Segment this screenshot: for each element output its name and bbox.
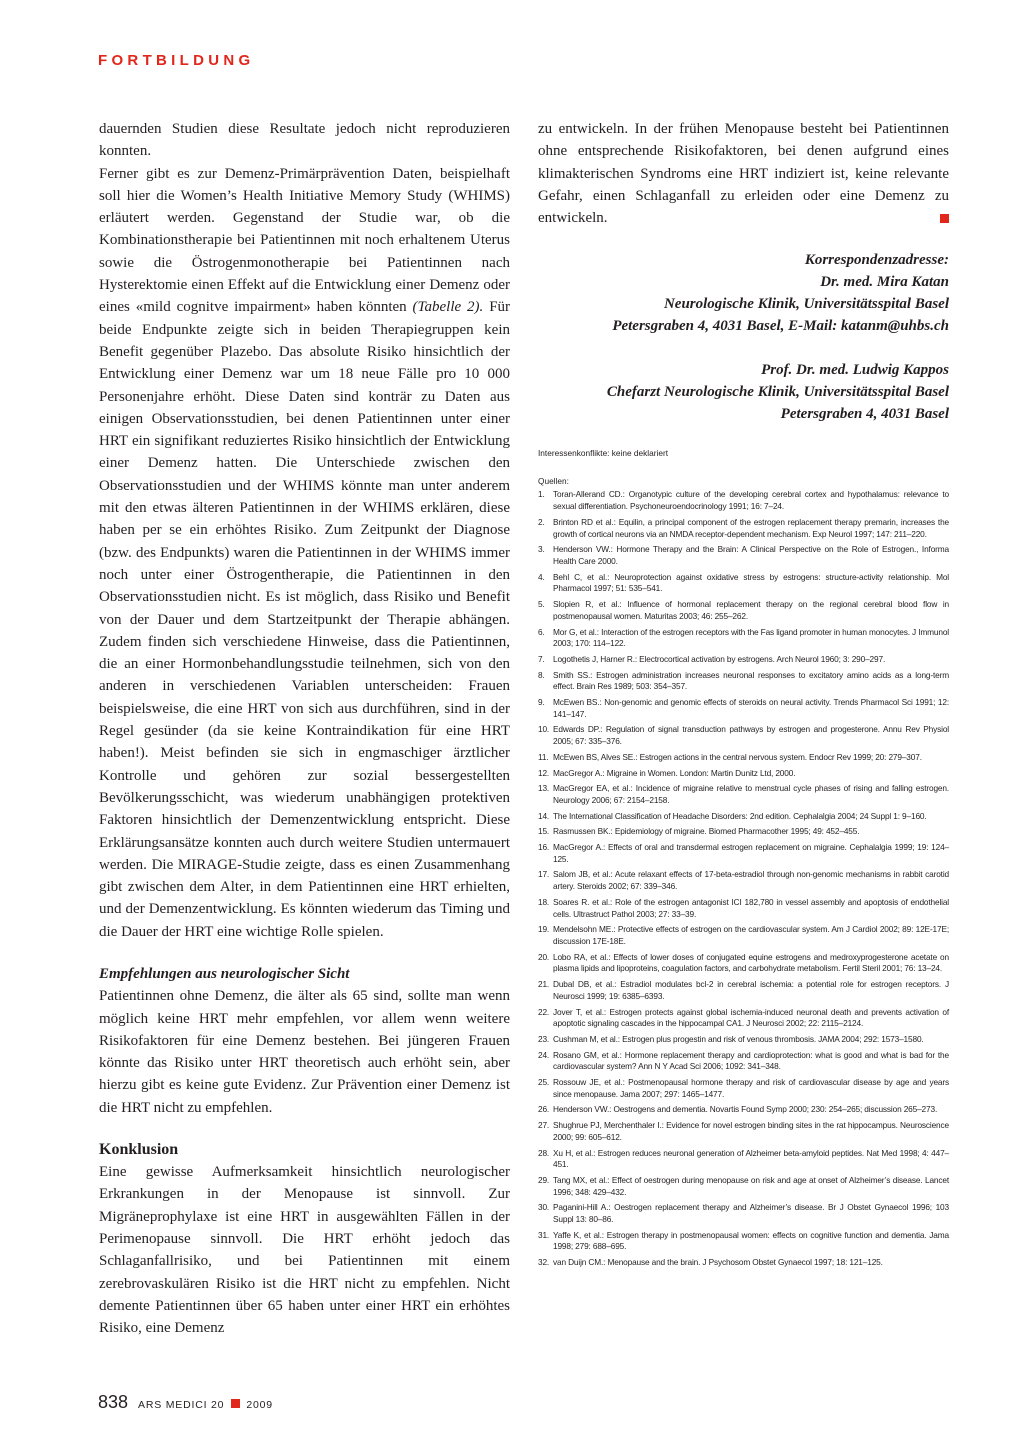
references-list: [538, 489, 949, 1268]
reference-text: The International Classification of Headache Disorders: 2nd edition. Cephalalgia 2004; 24 Suppl 1: 9–160.: [553, 810, 927, 821]
section-heading: Empfehlungen aus neurologischer Sicht: [99, 965, 350, 982]
reference-text: MacGregor A.: Effects of oral and transdermal estrogen replacement on migraine. Cephalalgia 1999; 19: 124–125.: [553, 842, 949, 864]
reference-text: Smith SS.: Estrogen administration increases neuronal responses to excitatory amino acids as a long-term effect. Brain Res 1989; 503: 354–357.: [553, 669, 949, 692]
institution: Chefarzt Neurologische Klinik, Universitätsspital Basel: [606, 384, 949, 401]
reference-text: MacGregor EA, et al.: Incidence of migraine relative to menstrual cycle phases of rising and falling estrogen. Neurology 2006; 67: 2154–2158.: [553, 783, 949, 805]
right-column: [538, 118, 949, 1273]
table-reference: (Tabelle 2).: [412, 299, 484, 316]
author-name: Prof. Dr. med. Ludwig Kappos: [761, 362, 949, 379]
reference-text: Rossouw JE, et al.: Postmenopausal hormone therapy and risk of cardiovascular disease by age and years since menopause. Jama 2007; 297: 1465–1477.: [553, 1077, 949, 1099]
reference-number: 30.: [538, 1202, 550, 1213]
reference-text: Henderson VW.: Oestrogens and dementia. Novartis Found Symp 2000; 230: 254–265; discussion 265–273.: [553, 1104, 938, 1115]
reference-item: [538, 544, 949, 567]
reference-number: 5.: [538, 599, 545, 610]
reference-text: Shughrue PJ, Merchenthaler I.: Evidence for novel estrogen binding sites in the rat hippocampus. Neuroscience 2000; 99: 605–612.: [553, 1120, 949, 1142]
paragraph: [538, 118, 949, 229]
reference-item: [538, 599, 949, 622]
reference-text: Cushman M, et al.: Estrogen plus progestin and risk of venous thrombosis. JAMA 2004; 292: 1573–1580.: [553, 1033, 924, 1044]
reference-number: 27.: [538, 1120, 550, 1131]
reference-number: 16.: [538, 842, 550, 853]
reference-item: [538, 1230, 949, 1253]
reference-item: [538, 1007, 949, 1030]
reference-item: [538, 979, 949, 1002]
end-of-article-square-icon: [940, 214, 949, 223]
reference-number: 20.: [538, 951, 550, 962]
reference-number: 29.: [538, 1174, 550, 1185]
reference-item: [538, 811, 949, 823]
reference-item: [538, 897, 949, 920]
reference-text: Lobo RA, et al.: Effects of lower doses of conjugated equine estrogens and medroxyprogesterone acetate on plasma lipids and lipoproteins, coagulation factors, and carbohydrate metabolism. Fertil Steril 2001; 76: 13–24.: [553, 951, 949, 974]
reference-item: [538, 783, 949, 806]
paragraph-text: zu entwickeln. In der frühen Menopause besteht bei Patientinnen ohne entsprechende Risikofaktoren, bei denen aufgrund eines klimakterischen Syndroms eine HRT indiziert ist, keine relevante Gefahr, einen Schlaganfall zu erleiden oder eine Demenz zu entwickeln.: [538, 121, 949, 227]
reference-item: [538, 752, 949, 764]
paragraph: [99, 163, 510, 943]
separator-square-icon: [231, 1399, 240, 1408]
reference-number: 3.: [538, 544, 545, 555]
paragraph: Patientinnen ohne Demenz, die älter als 65 sind, sollte man wenn möglich keine HRT mehr empfehlen, vor allem wenn weitere Risikofaktoren für eine Demenz bestehen. Bei jüngeren Frauen könnte das Risiko unter HRT theoretisch auch erhöht sein, aber hierzu gibt es keine gute Evidenz. Zur Prävention einer Demenz ist die HRT nicht zu empfehlen.: [99, 988, 510, 1116]
reference-item: [538, 670, 949, 693]
reference-text: Logothetis J, Harner R.: Electrocortical activation by estrogens. Arch Neurol 1960; 3: 290–297.: [553, 653, 886, 664]
reference-number: 21.: [538, 979, 550, 990]
reference-text: Mor G, et al.: Interaction of the estrogen receptors with the Fas ligand promoter in human monocytes. J Immunol 2003; 170: 114–122.: [553, 626, 949, 649]
journal-name: ARS MEDICI 20: [138, 1399, 225, 1411]
reference-text: Slopien R, et al.: Influence of hormonal replacement therapy on the regional cerebral blood flow in postmenopausal women. Maturitas 2003; 46: 255–262.: [553, 599, 949, 621]
paragraph: dauernden Studien diese Resultate jedoch nicht reproduzieren konnten.: [99, 121, 510, 160]
reference-number: 28.: [538, 1147, 550, 1158]
address-heading: Korrespondenzadresse:: [804, 252, 949, 269]
reference-number: 23.: [538, 1033, 550, 1044]
reference-text: Yaffe K, et al.: Estrogen therapy in postmenopausal women: effects on cognitive function and dementia. Jama 1998; 279: 688–695.: [553, 1229, 949, 1252]
institution: Neurologische Klinik, Universitätsspital Basel: [663, 296, 949, 313]
reference-text: Behl C, et al.: Neuroprotection against oxidative stress by estrogens: structure-activity relationship. Mol Pharmacol 1997; 51: 535–541.: [553, 571, 949, 594]
address-line: Petersgraben 4, 4031 Basel, E-Mail: katanm@uhbs.ch: [612, 318, 949, 335]
reference-number: 10.: [538, 724, 550, 735]
address-line: Petersgraben 4, 4031 Basel: [780, 406, 949, 423]
page-footer: [98, 1392, 273, 1413]
reference-text: Edwards DP.: Regulation of signal transduction pathways by estrogen and progesterone. Annu Rev Physiol 2005; 67: 335–376.: [553, 724, 949, 747]
reference-number: 9.: [538, 697, 545, 708]
reference-item: [538, 952, 949, 975]
reference-number: 8.: [538, 669, 545, 680]
reference-number: 17.: [538, 869, 550, 880]
reference-number: 14.: [538, 810, 550, 821]
section-title: FORTBILDUNG: [98, 52, 255, 69]
reference-number: 11.: [538, 751, 549, 762]
reference-text: Paganini-Hill A.: Oestrogen replacement therapy and Alzheimer’s disease. Br J Obstet Gynaecol 1996; 103 Suppl 13: 80–86.: [553, 1202, 949, 1225]
reference-number: 18.: [538, 896, 550, 907]
reference-number: 2.: [538, 516, 545, 527]
reference-item: [538, 1104, 949, 1116]
reference-item: [538, 724, 949, 747]
reference-number: 26.: [538, 1104, 550, 1115]
reference-text: van Duijn CM.: Menopause and the brain. J Psychosom Obstet Gynaecol 1997; 18: 121–125.: [553, 1257, 883, 1268]
reference-item: [538, 654, 949, 666]
reference-text: Dubal DB, et al.: Estradiol modulates bcl-2 in cerebral ischemia: a potential role for estrogen receptors. J Neurosci 1999; 19: 6385–6393.: [553, 979, 949, 1001]
reference-item: [538, 517, 949, 540]
reference-text: Tang MX, et al.: Effect of oestrogen during menopause on risk and age at onset of Alzheimer’s disease. Lancet 1996; 348: 429–432.: [553, 1174, 949, 1197]
section-heading: Konklusion: [99, 1141, 179, 1159]
reference-text: Mendelsohn ME.: Protective effects of estrogen on the cardiovascular system. Am J Cardiol 2002; 89: 12E-17E; discussion 17E-18E.: [553, 924, 949, 946]
reference-text: Henderson VW.: Hormone Therapy and the Brain: A Clinical Perspective on the Role of Estrogen., Informa Health Care 2000.: [553, 544, 949, 566]
reference-number: 25.: [538, 1077, 550, 1088]
reference-number: 32.: [538, 1257, 550, 1268]
reference-item: [538, 826, 949, 838]
reference-item: [538, 1148, 949, 1171]
reference-number: 24.: [538, 1049, 550, 1060]
reference-item: [538, 1034, 949, 1046]
paragraph: Eine gewisse Aufmerksamkeit hinsichtlich neurologischer Erkrankungen in der Menopause ist sinnvoll. Zur Migräneprophylaxe ist eine HRT in ausgewählten Fällen in der Perimenopause sinnvoll. Die HRT erhöht jedoch das Schlaganfallrisiko, und bei Patientinnen mit einem zerebrovaskulären Risiko ist die HRT nicht zu empfehlen. Nicht demente Patientinnen über 65 haben unter einer HRT ein erhöhtes Risiko, eine Demenz: [99, 1164, 510, 1337]
reference-item: [538, 572, 949, 595]
left-column: [99, 118, 510, 1339]
reference-number: 15.: [538, 826, 550, 837]
reference-text: Rosano GM, et al.: Hormone replacement therapy and cardioprotection: what is good and what is bad for the cardiovascular system? Ann N Y Acad Sci 2006; 1092: 341–348.: [553, 1049, 949, 1072]
reference-item: [538, 627, 949, 650]
conflict-of-interest: Interessenkonflikte: keine deklariert: [538, 448, 669, 459]
reference-number: 22.: [538, 1006, 550, 1017]
reference-number: 4.: [538, 571, 545, 582]
references-heading: Quellen:: [538, 476, 569, 487]
reference-text: Xu H, et al.: Estrogen reduces neuronal generation of Alzheimer beta-amyloid peptides. Nat Med 1998; 4: 447–451.: [553, 1147, 949, 1170]
reference-item: [538, 1257, 949, 1269]
reference-item: [538, 1050, 949, 1073]
author-name: Dr. med. Mira Katan: [820, 274, 949, 291]
reference-number: 31.: [538, 1229, 550, 1240]
reference-number: 19.: [538, 924, 550, 935]
reference-number: 12.: [538, 767, 550, 778]
reference-item: [538, 768, 949, 780]
reference-text: MacGregor A.: Migraine in Women. London: Martin Dunitz Ltd, 2000.: [553, 767, 796, 778]
correspondence-address: [538, 249, 949, 425]
reference-text: Brinton RD et al.: Equilin, a principal component of the estrogen replacement therapy premarin, increases the growth of cortical neurons via an NMDA receptor-dependent mechanism. Exp Neurol 1997; 147: 211–220.: [553, 516, 949, 539]
reference-text: Jover T, et al.: Estrogen protects against global ischemia-induced neuronal death and prevents activation of apoptotic signaling cascades in the hippocampal CA1. J Neurosci 2002; 22: 2115–2124.: [553, 1006, 949, 1029]
reference-number: 1.: [538, 489, 545, 500]
reference-number: 13.: [538, 783, 550, 794]
publication-year: 2009: [246, 1399, 273, 1411]
page-number: 838: [98, 1392, 129, 1412]
reference-item: [538, 1077, 949, 1100]
reference-number: 6.: [538, 626, 545, 637]
reference-item: [538, 489, 949, 512]
reference-text: Rasmussen BK.: Epidemiology of migraine. Biomed Pharmacother 1995; 49: 452–455.: [553, 826, 860, 837]
reference-item: [538, 869, 949, 892]
reference-item: [538, 842, 949, 865]
reference-text: Soares R. et al.: Role of the estrogen antagonist ICI 182,780 in vessel assembly and apoptosis of endothelial cells. Ultrastruct Pathol 2003; 27: 33–39.: [553, 896, 949, 919]
reference-text: Toran-Allerand CD.: Organotypic culture of the developing cerebral cortex and hypothalamus: relevance to sexual differentiation. Psychoneuroendocrinology 1991; 16: 7–24.: [553, 489, 949, 512]
reference-number: 7.: [538, 653, 545, 664]
reference-item: [538, 1120, 949, 1143]
reference-text: McEwen BS, Alves SE.: Estrogen actions in the central nervous system. Endocr Rev 1999; 20: 279–307.: [553, 751, 922, 762]
reference-item: [538, 697, 949, 720]
paragraph-text: Ferner gibt es zur Demenz-Primärprävention Daten, beispielhaft soll hier die Women’s Health Initiative Memory Study (WHIMS) erläutert werden. Gegenstand der Studie war, ob die Kombinationstherapie bei Patientinnen mit noch erhaltenem Uterus sowie die Östrogenmonotherapie bei Patientinnen nach Hysterektomie einen Effekt auf die Entwicklung einer Demenz oder eines «mild cognitve impairment» haben könnten: [99, 165, 510, 316]
reference-item: [538, 1175, 949, 1198]
reference-item: [538, 924, 949, 947]
reference-text: Salom JB, et al.: Acute relaxant effects of 17-beta-estradiol through non-genomic mechanisms in rabbit carotid artery. Steroids 2002; 67: 339–346.: [553, 869, 949, 892]
paragraph-text: Für beide Endpunkte zeigte sich in beiden Therapiegruppen kein Benefit gegenüber Plazebo. Das absolute Risiko hinsichtlich der Entwicklung einer Demenz war um 18 neue Fälle pro 10 000 Personenjahre erhöht. Diese Daten sind konträr zu Daten aus einigen Observationsstudien, bei denen Patientinnen unter einer HRT ein signifikant reduziertes Risiko hinsichtlich der Entwicklung einer Demenz hatten. Die Unterschiede zwischen den Observationsstudien und der WHIMS könnte man unter anderem mit den etwas älteren Patientinnen in der WHIMS erklären, diese haben per se ein erhöhtes Risiko. Zum Zeitpunkt der Diagnose (bzw. des Endpunkts) waren die Patientinnen in der WHIMS immer noch unter einer Östrogentherapie, die Patientinnen in den Observationsstudien nicht. Es ist möglich, dass Risiko und Benefit von der Dauer und dem Startzeitpunkt der Therapie abhängen. Zudem finden sich verschiedene Hinweise, dass die Patientinnen, die an einer Hormonbehandlungsstudie teilnehmen, sich von den anderen in verschiedenen Variablen unterscheiden: Frauen beispielsweise, die eine HRT von sich aus durchführen, sind in der Regel gesünder (da sie keine Kontraindikation für eine HRT haben!). Meist befinden sie sich in engmaschiger ärztlicher Kontrolle und gehören zur sozial bessergestellten Bevölkerungsschicht, was wiederum unabhängigen protektiven Faktoren hinsichtlich der Demenzentwicklung entspricht. Diese Erklärungsansätze konnten auch durch weitere Studien untermauert werden. Die MIRAGE-Studie zeigte, dass es einen Zusammenhang gibt zwischen dem Alter, in dem Patientinnen eine HRT erhielten, und der Demenzentwicklung. Es könnten wiederum das Timing und die Dauer der HRT eine wichtige Rolle spielen.: [99, 299, 511, 940]
reference-item: [538, 1202, 949, 1225]
reference-text: McEwen BS.: Non-genomic and genomic effects of steroids on neural activity. Trends Pharmacol Sci 1991; 12: 141–147.: [553, 697, 949, 719]
